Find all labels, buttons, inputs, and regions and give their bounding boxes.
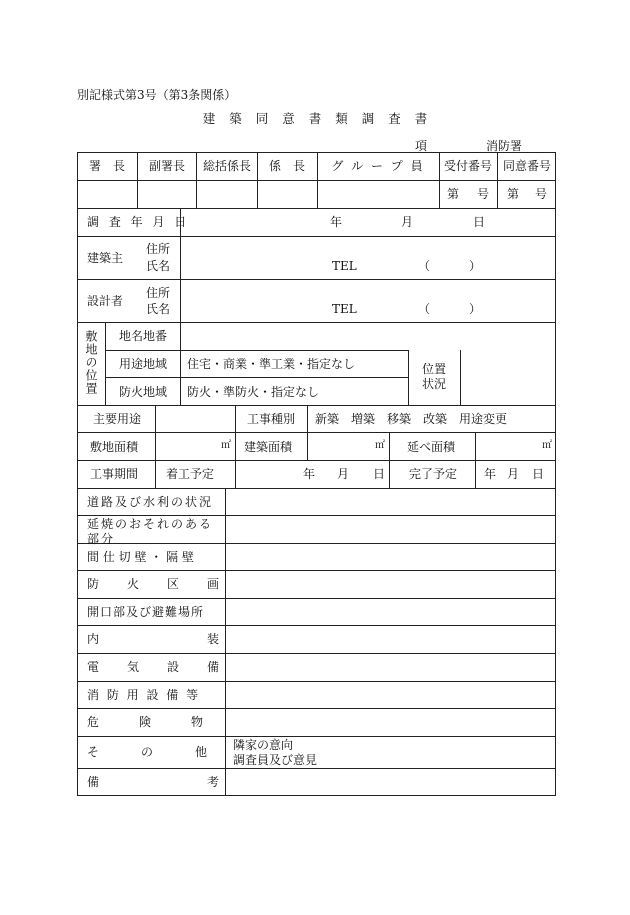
use-zone-options[interactable]: 住宅・商業・準工業・指定なし — [187, 357, 356, 371]
stamp-cell-chief[interactable] — [78, 181, 137, 208]
location-status-field[interactable] — [461, 351, 555, 405]
item-fire-equipment: 消 防 用 設 備 等 — [87, 688, 201, 702]
field-fire-equipment[interactable] — [226, 682, 555, 708]
field-hazardous-materials[interactable] — [226, 709, 555, 736]
item-fire-spread-risk: 延焼のおそれのある部分 — [87, 517, 214, 546]
designer-tel-paren-open: （ — [417, 302, 431, 316]
owner-tel-label: TEL — [332, 259, 357, 273]
consent-no-go: 号 — [534, 187, 548, 201]
designer-address-label: 住所 — [146, 286, 171, 300]
item-electrical: 電 気 設 備 — [87, 660, 228, 674]
approval-header-section-chief: 係 長 — [268, 159, 306, 173]
neighbor-intent-label: 隣家の意向 — [233, 738, 294, 752]
owner-label: 建築主 — [87, 251, 124, 265]
category-label: 項 — [415, 139, 428, 153]
site-location-label: 敷地の位置 — [84, 330, 98, 395]
designer-name-label: 氏名 — [146, 302, 171, 316]
designer-tel-label: TEL — [332, 302, 357, 316]
owner-tel-paren-close: ） — [468, 259, 482, 273]
item-partition-walls: 間 仕 切 壁 ・ 隔 壁 — [87, 550, 194, 564]
site-area-unit: ㎡ — [221, 440, 231, 451]
approval-header-chief: 署 長 — [88, 159, 126, 173]
survey-date-label: 調 査 年 月 日 — [87, 215, 190, 229]
survey-form-table — [77, 152, 556, 796]
item-remarks: 備考 — [87, 775, 328, 789]
start-planned-label: 着工予定 — [166, 467, 215, 481]
building-area-label: 建築面積 — [244, 440, 293, 454]
field-fire-spread-risk[interactable] — [226, 516, 555, 543]
owner-tel-paren-open: （ — [417, 259, 431, 273]
receipt-no-dai: 第 — [446, 187, 460, 201]
end-day: 日 — [531, 467, 545, 481]
start-year: 年 — [302, 467, 316, 481]
field-openings-evacuation[interactable] — [226, 599, 555, 625]
floor-area-unit: ㎡ — [542, 440, 552, 451]
owner-input-area[interactable] — [181, 237, 555, 279]
field-fire-compartment[interactable] — [226, 571, 555, 598]
fire-zone-label: 防火地域 — [119, 385, 168, 399]
approval-header-deputy: 副署長 — [148, 159, 186, 173]
building-area-unit: ㎡ — [375, 440, 385, 451]
designer-input-area[interactable] — [181, 280, 555, 322]
survey-date-day: 日 — [472, 215, 486, 229]
fire-department-label: 消防署 — [486, 139, 523, 153]
item-road-water: 道路及び水利の状況 — [87, 495, 214, 509]
item-fire-compartment: 防 火 区 画 — [87, 577, 228, 591]
end-month: 月 — [506, 467, 520, 481]
field-partition-walls[interactable] — [226, 544, 555, 570]
survey-date-month: 月 — [400, 215, 414, 229]
fire-zone-options[interactable]: 防火・準防火・指定なし — [187, 385, 320, 399]
location-status-label: 位置状況 — [421, 362, 446, 391]
field-electrical[interactable] — [226, 654, 555, 681]
item-hazardous-materials: 危 険 物 — [87, 715, 218, 729]
start-day: 日 — [372, 467, 386, 481]
consent-no-dai: 第 — [506, 187, 520, 201]
stamp-cell-general-chief[interactable] — [197, 181, 257, 208]
start-month: 月 — [336, 467, 350, 481]
approval-header-general-chief: 総括係長 — [202, 159, 252, 173]
inspector-opinion-label: 調査員及び意見 — [233, 753, 318, 767]
floor-area-label: 延べ面積 — [407, 440, 456, 454]
item-other: その他 — [87, 745, 250, 759]
approval-header-group-member: グ ル ー プ 員 — [331, 159, 425, 173]
end-year: 年 — [483, 467, 497, 481]
work-type-options[interactable]: 新築 増築 移築 改築 用途変更 — [315, 412, 508, 426]
use-zone-label: 用途地域 — [119, 357, 168, 371]
form-reference: 別記様式第3号（第3条関係） — [77, 88, 237, 102]
designer-tel-paren-close: ） — [468, 302, 482, 316]
site-area-label: 敷地面積 — [90, 440, 139, 454]
survey-date-year: 年 — [329, 215, 343, 229]
stamp-cell-section-chief[interactable] — [258, 181, 317, 208]
main-use-field[interactable] — [156, 406, 235, 432]
lot-number-label: 地名地番 — [119, 329, 168, 343]
approval-header-consent-no: 同意番号 — [502, 159, 552, 173]
field-remarks[interactable] — [226, 769, 555, 795]
stamp-cell-deputy[interactable] — [138, 181, 196, 208]
document-title: 建築同意書類調査書 — [202, 111, 442, 126]
end-planned-label: 完了予定 — [409, 467, 458, 481]
owner-address-label: 住所 — [146, 242, 171, 256]
receipt-no-go: 号 — [476, 187, 490, 201]
lot-number-field[interactable] — [181, 323, 555, 350]
work-type-label: 工事種別 — [247, 412, 296, 426]
item-interior: 内装 — [87, 632, 328, 646]
item-openings-evacuation: 開口部及び避難場所 — [87, 605, 205, 619]
field-road-water[interactable] — [226, 489, 555, 515]
approval-header-receipt-no: 受付番号 — [443, 159, 493, 173]
field-interior[interactable] — [226, 626, 555, 653]
owner-name-label: 氏名 — [146, 259, 171, 273]
stamp-cell-group-member[interactable] — [318, 181, 439, 208]
designer-label: 設計者 — [87, 294, 124, 308]
work-period-label: 工事期間 — [90, 467, 139, 481]
main-use-label: 主要用途 — [93, 412, 142, 426]
